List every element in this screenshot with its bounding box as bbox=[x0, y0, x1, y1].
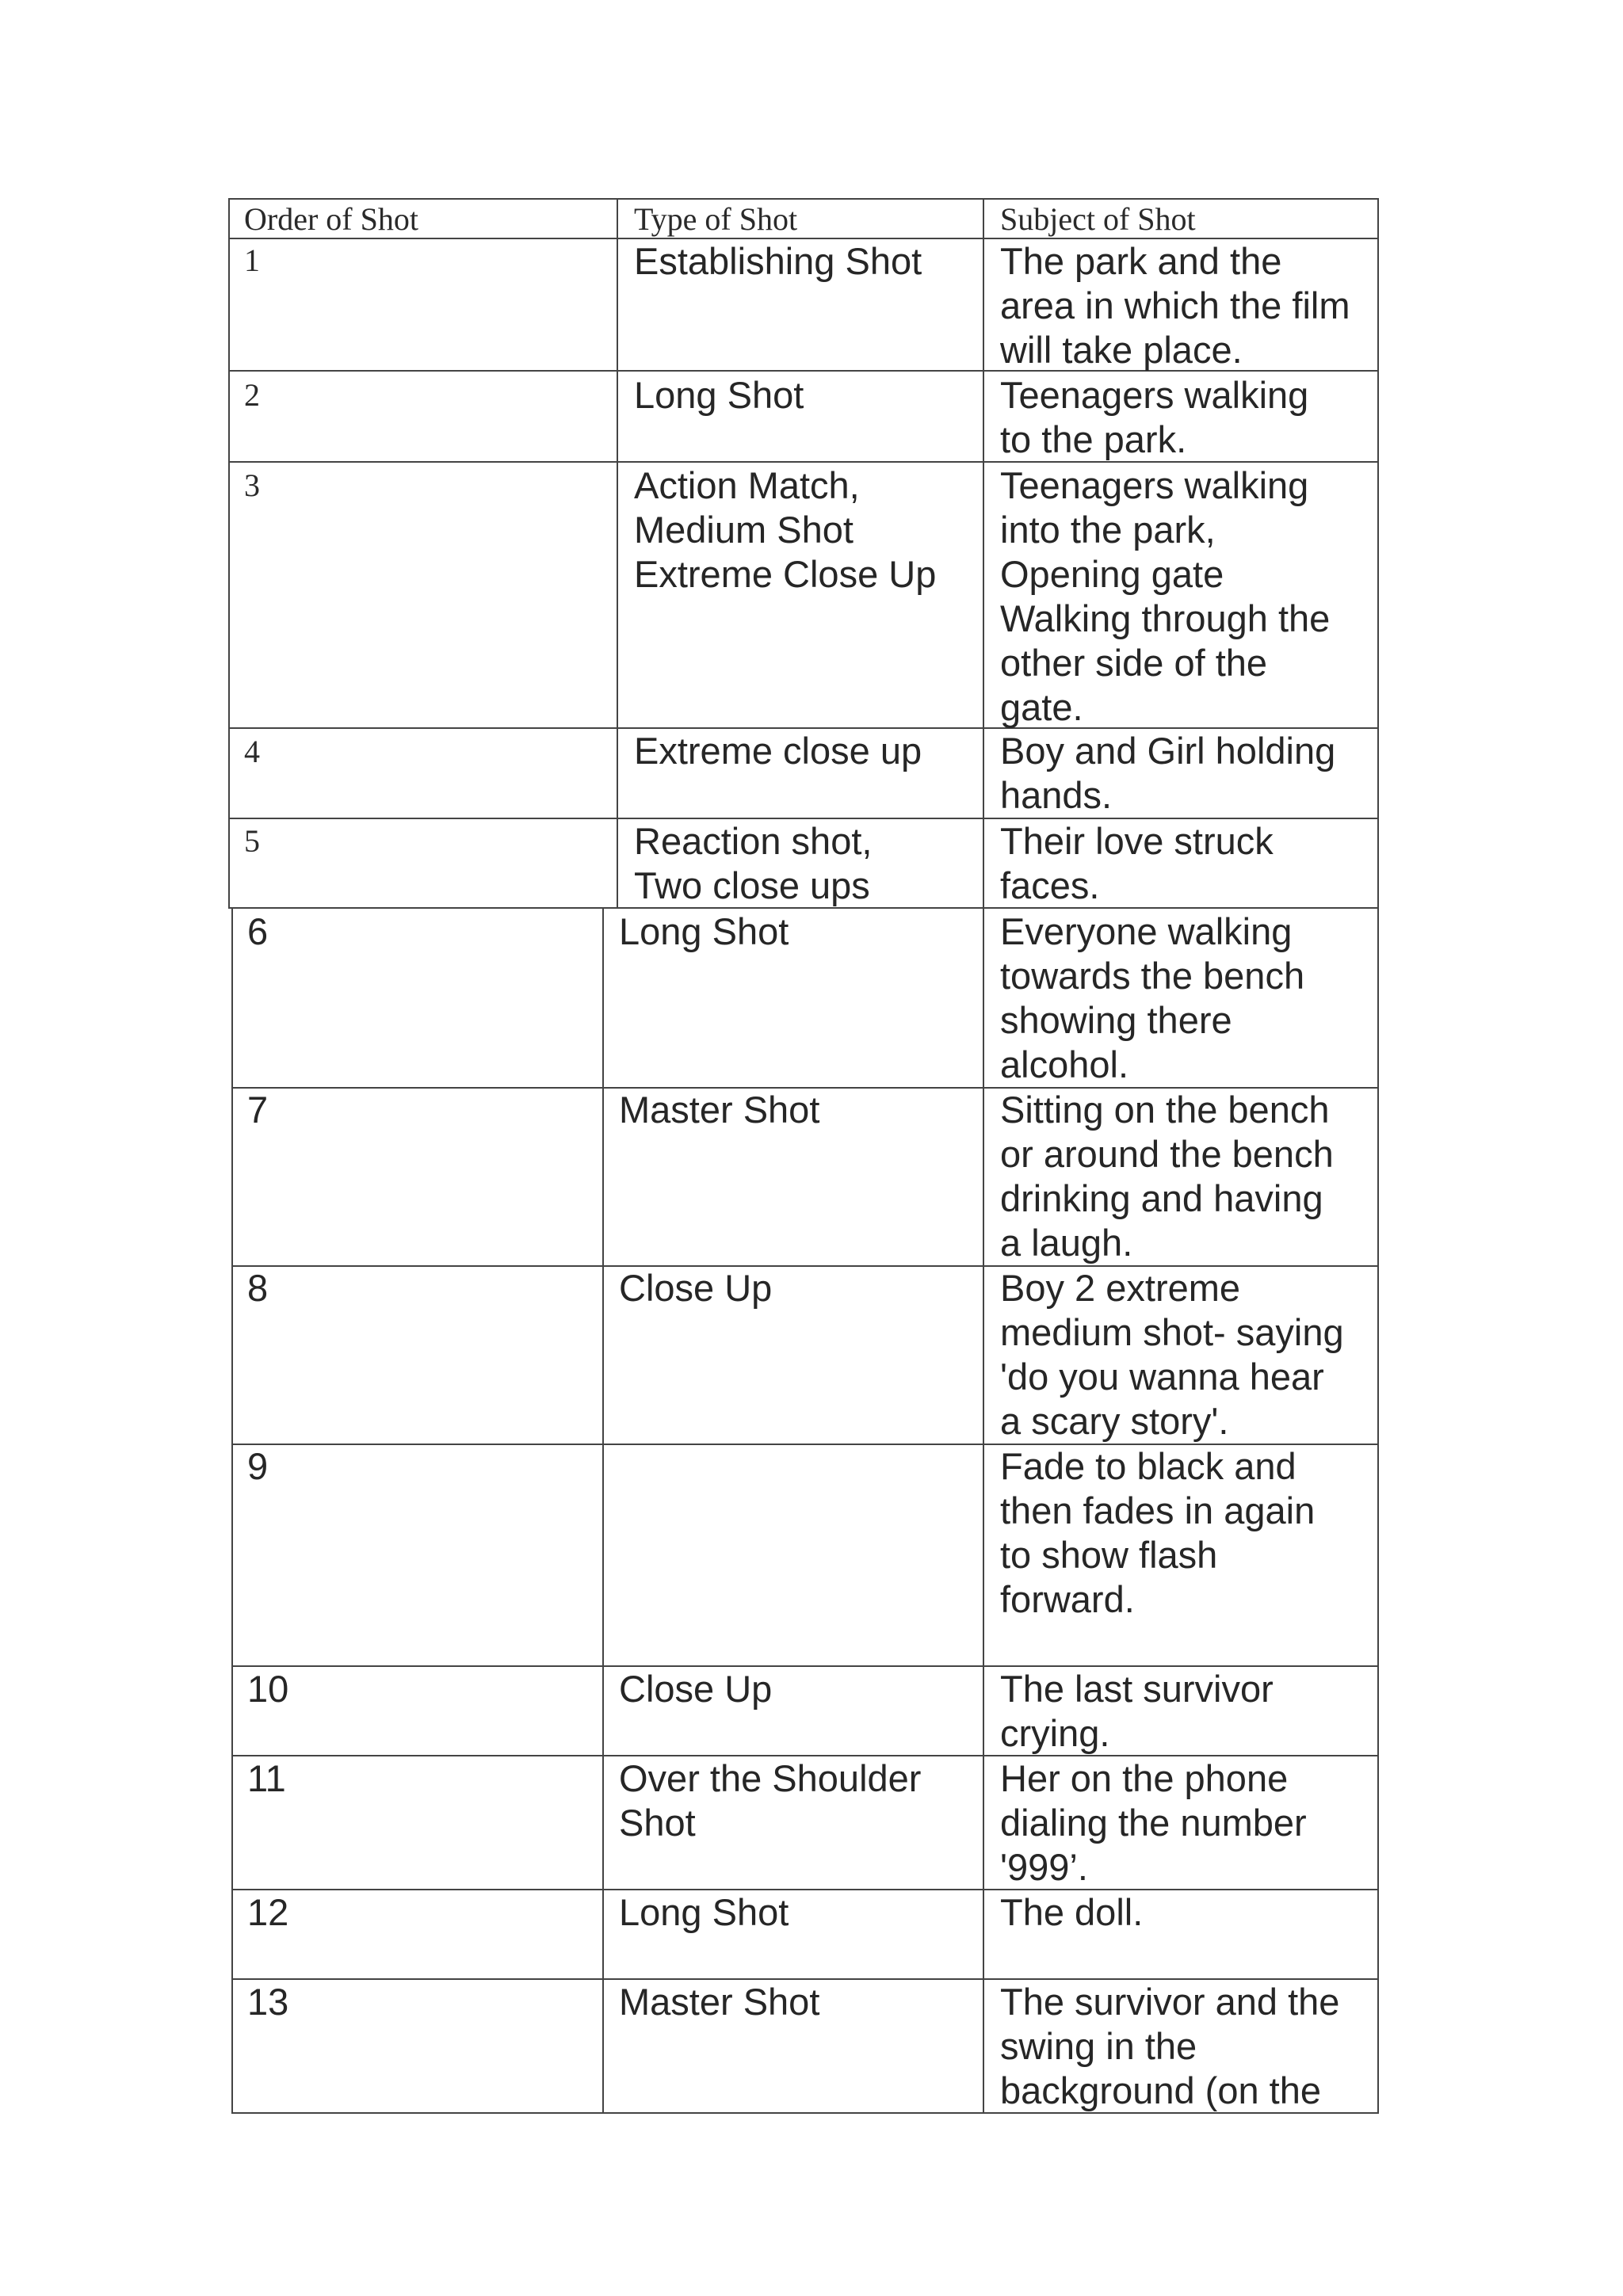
table-cell-type: Close Up bbox=[619, 1267, 773, 1309]
column-header-type: Type of Shot bbox=[634, 201, 798, 237]
table-cell-order: 10 bbox=[247, 1668, 289, 1710]
table-cell-subject: The survivor and the swing in the background (on the bbox=[1000, 1981, 1340, 2111]
table-border bbox=[617, 198, 618, 909]
table-cell-type: Action Match, Medium Shot Extreme Close Up bbox=[634, 464, 937, 595]
table-cell-subject: Her on the phone dialing the number '999’. bbox=[1000, 1757, 1307, 1888]
table-cell-order: 12 bbox=[247, 1891, 289, 1933]
table-cell-order: 4 bbox=[244, 734, 260, 769]
table-cell-type: Long Shot bbox=[619, 910, 789, 952]
table-cell-type: Long Shot bbox=[634, 374, 804, 416]
table-border bbox=[1377, 198, 1379, 909]
column-header-subject: Subject of Shot bbox=[1000, 201, 1196, 237]
table-cell-type: Over the Shoulder Shot bbox=[619, 1757, 922, 1844]
table-cell-order: 7 bbox=[247, 1089, 269, 1131]
table-cell-type: Establishing Shot bbox=[634, 240, 922, 282]
table-cell-subject: Teenagers walking into the park, Opening gate Walking through the other side of the gate. bbox=[1000, 464, 1331, 728]
table-cell-order: 5 bbox=[244, 823, 260, 859]
table-cell-subject: Sitting on the bench or around the bench drinking and having a laugh. bbox=[1000, 1089, 1334, 1264]
table-cell-subject: Boy 2 extreme medium shot- saying 'do you wanna hear a scary story'. bbox=[1000, 1267, 1344, 1442]
table-cell-type: Close Up bbox=[619, 1668, 773, 1710]
table-cell-subject: The park and the area in which the film will take place. bbox=[1000, 240, 1350, 371]
table-cell-type: Extreme close up bbox=[634, 730, 922, 772]
table-cell-subject: Teenagers walking to the park. bbox=[1000, 374, 1309, 460]
table-cell-type: Reaction shot, Two close ups bbox=[634, 820, 873, 906]
table-border bbox=[983, 907, 984, 2114]
table-cell-order: 8 bbox=[247, 1267, 269, 1309]
table-cell-order: 13 bbox=[247, 1981, 289, 2023]
table-cell-order: 11 bbox=[247, 1757, 286, 1799]
table-cell-type: Master Shot bbox=[619, 1981, 820, 2023]
table-cell-subject: Boy and Girl holding hands. bbox=[1000, 730, 1336, 816]
table-cell-order: 3 bbox=[244, 467, 260, 503]
table-cell-subject: Their love struck faces. bbox=[1000, 820, 1274, 906]
table-cell-type: Master Shot bbox=[619, 1089, 820, 1131]
table-border bbox=[228, 198, 230, 909]
column-header-order: Order of Shot bbox=[244, 201, 418, 237]
table-cell-order: 1 bbox=[244, 242, 260, 278]
table-cell-order: 6 bbox=[247, 910, 269, 952]
table-border bbox=[231, 907, 233, 2114]
table-cell-subject: Fade to black and then fades in again to show flash forward. bbox=[1000, 1445, 1316, 1620]
table-border bbox=[983, 198, 984, 909]
table-border bbox=[602, 907, 604, 2114]
table-cell-type: Long Shot bbox=[619, 1891, 789, 1933]
table-cell-subject: Everyone walking towards the bench showing there alcohol. bbox=[1000, 910, 1305, 1085]
table-cell-subject: The last survivor crying. bbox=[1000, 1668, 1274, 1754]
table-cell-order: 9 bbox=[247, 1445, 269, 1487]
table-cell-subject: The doll. bbox=[1000, 1891, 1144, 1933]
table-border bbox=[1377, 907, 1379, 2114]
table-cell-order: 2 bbox=[244, 377, 260, 413]
